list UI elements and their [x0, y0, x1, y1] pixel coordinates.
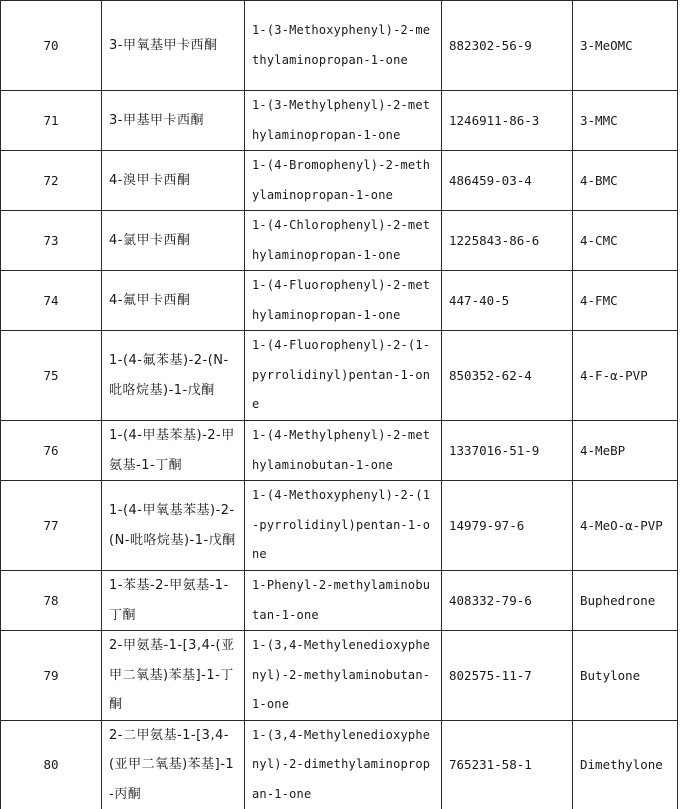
table-row — [1, 421, 678, 481]
row-number: 74 — [1, 271, 102, 331]
abbreviation: 4-F-α-PVP — [573, 331, 678, 421]
cas-number: 447-40-5 — [442, 271, 573, 331]
abbreviation: Butylone — [573, 631, 678, 721]
row-number: 78 — [1, 571, 102, 631]
row-number: 73 — [1, 211, 102, 271]
table-row — [1, 720, 678, 809]
english-name: 1-(4-Fluorophenyl)-2-methylaminopropan-1-one — [245, 271, 442, 331]
chinese-name: 1-(4-甲基苯基)-2-甲氨基-1-丁酮 — [102, 421, 245, 481]
english-name: 1-(4-Methoxyphenyl)-2-(1-pyrrolidinyl)pentan-1-one — [245, 481, 442, 571]
chinese-name: 1-(4-氟苯基)-2-(N-吡咯烷基)-1-戊酮 — [102, 331, 245, 421]
english-name: 1-(4-Bromophenyl)-2-methylaminopropan-1-one — [245, 151, 442, 211]
table-row — [1, 211, 678, 271]
abbreviation: Buphedrone — [573, 571, 678, 631]
abbreviation: Dimethylone — [573, 720, 678, 809]
row-number: 70 — [1, 1, 102, 91]
english-name: 1-Phenyl-2-methylaminobutan-1-one — [245, 571, 442, 631]
english-name: 1-(3-Methylphenyl)-2-methylaminopropan-1-one — [245, 91, 442, 151]
abbreviation: 4-MeO-α-PVP — [573, 481, 678, 571]
chinese-name: 4-氯甲卡西酮 — [102, 211, 245, 271]
cas-number: 486459-03-4 — [442, 151, 573, 211]
english-name: 1-(4-Fluorophenyl)-2-(1-pyrrolidinyl)pentan-1-one — [245, 331, 442, 421]
cas-number: 1246911-86-3 — [442, 91, 573, 151]
table-row — [1, 271, 678, 331]
abbreviation: 4-FMC — [573, 271, 678, 331]
table-row — [1, 91, 678, 151]
chinese-name: 1-苯基-2-甲氨基-1-丁酮 — [102, 571, 245, 631]
row-number: 80 — [1, 720, 102, 809]
chinese-name: 3-甲基甲卡西酮 — [102, 91, 245, 151]
abbreviation: 4-MeBP — [573, 421, 678, 481]
table-row — [1, 481, 678, 571]
chinese-name: 2-二甲氨基-1-[3,4-(亚甲二氧基)苯基]-1-丙酮 — [102, 720, 245, 809]
table-row — [1, 571, 678, 631]
english-name: 1-(4-Methylphenyl)-2-methylaminobutan-1-one — [245, 421, 442, 481]
chinese-name: 1-(4-甲氧基苯基)-2-(N-吡咯烷基)-1-戊酮 — [102, 481, 245, 571]
table-row — [1, 631, 678, 721]
cas-number: 1225843-86-6 — [442, 211, 573, 271]
row-number: 76 — [1, 421, 102, 481]
cas-number: 14979-97-6 — [442, 481, 573, 571]
cas-number: 765231-58-1 — [442, 720, 573, 809]
abbreviation: 3-MeOMC — [573, 1, 678, 91]
table-row — [1, 331, 678, 421]
cas-number: 1337016-51-9 — [442, 421, 573, 481]
abbreviation: 3-MMC — [573, 91, 678, 151]
cas-number: 408332-79-6 — [442, 571, 573, 631]
chinese-name: 4-氟甲卡西酮 — [102, 271, 245, 331]
table-row — [1, 1, 678, 91]
cas-number: 850352-62-4 — [442, 331, 573, 421]
row-number: 79 — [1, 631, 102, 721]
cas-number: 802575-11-7 — [442, 631, 573, 721]
row-number: 77 — [1, 481, 102, 571]
english-name: 1-(3,4-Methylenedioxyphenyl)-2-dimethylaminopropan-1-one — [245, 720, 442, 809]
abbreviation: 4-BMC — [573, 151, 678, 211]
abbreviation: 4-CMC — [573, 211, 678, 271]
row-number: 72 — [1, 151, 102, 211]
cas-number: 882302-56-9 — [442, 1, 573, 91]
english-name: 1-(4-Chlorophenyl)-2-methylaminopropan-1-one — [245, 211, 442, 271]
chinese-name: 3-甲氧基甲卡西酮 — [102, 1, 245, 91]
chinese-name: 2-甲氨基-1-[3,4-(亚甲二氧基)苯基]-1-丁酮 — [102, 631, 245, 721]
chinese-name: 4-溴甲卡西酮 — [102, 151, 245, 211]
table-row — [1, 151, 678, 211]
row-number: 71 — [1, 91, 102, 151]
english-name: 1-(3-Methoxyphenyl)-2-methylaminopropan-1-one — [245, 1, 442, 91]
row-number: 75 — [1, 331, 102, 421]
english-name: 1-(3,4-Methylenedioxyphenyl)-2-methylaminobutan-1-one — [245, 631, 442, 721]
